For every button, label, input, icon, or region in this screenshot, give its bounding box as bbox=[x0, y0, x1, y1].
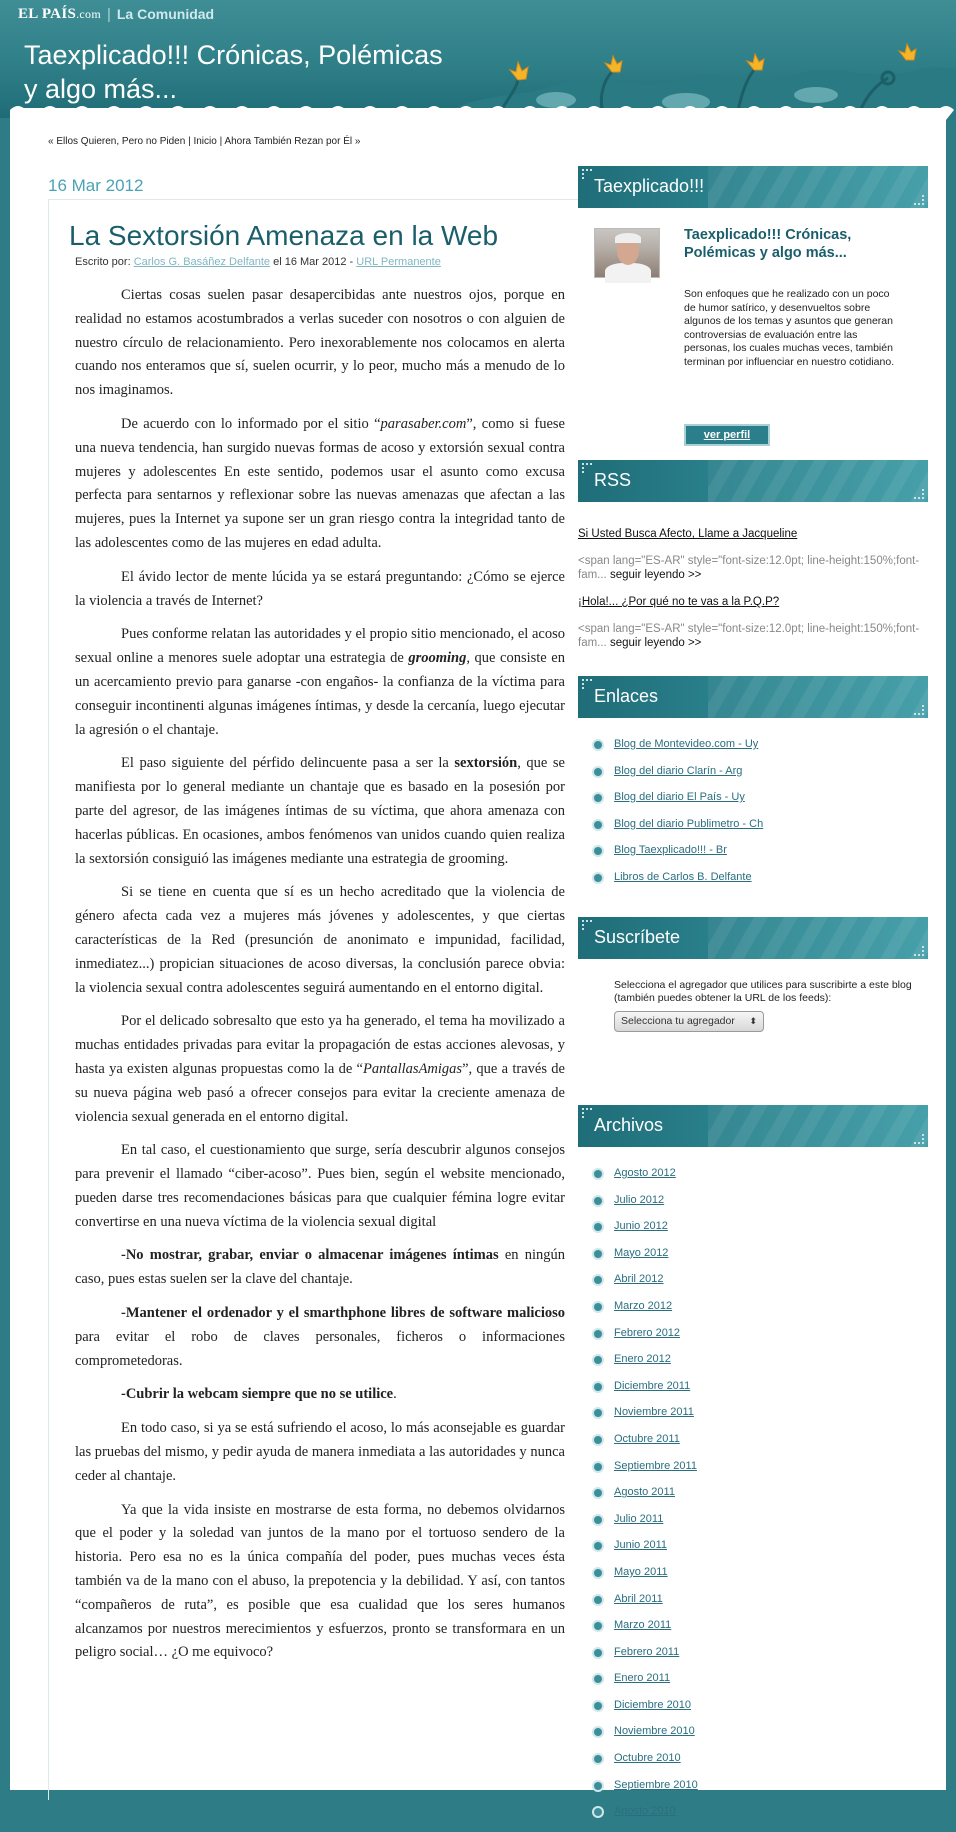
rss-widget-title: RSS bbox=[578, 460, 928, 502]
list-item bbox=[594, 1406, 928, 1433]
archive-link[interactable]: Octubre 2010 bbox=[614, 1752, 681, 1765]
archive-link[interactable]: Enero 2011 bbox=[614, 1672, 671, 1685]
archive-link[interactable]: Mayo 2012 bbox=[614, 1246, 669, 1259]
paragraph: El ávido lector de mente lúcida ya se estará preguntando: ¿Cómo se ejerce la violencia a través de Internet? bbox=[75, 568, 565, 609]
subscribe-widget bbox=[578, 959, 928, 1105]
list-item bbox=[594, 1619, 928, 1646]
paragraph: El paso siguiente del pérfido delincuente pasa a ser la sextorsión, que se manifiesta por lo general mediante un chantaje que es basado en la posesión por parte del agresor, de las imágenes íntimas de su víctima, que ahora amenaza con hacerlas públicas. En ocasiones, ambos fenómenos van unidos cuando quien realiza la sextorsión consiguió las imágenes mediante una estrategia de grooming. bbox=[75, 755, 565, 867]
page-content bbox=[10, 108, 946, 1818]
elpais-logo[interactable]: EL PAÍS.com bbox=[18, 5, 101, 22]
archive-link[interactable]: Enero 2012 bbox=[614, 1353, 671, 1366]
paragraph: En todo caso, si ya se está sufriendo el acoso, lo más aconsejable es guardar las pruebas del mismo, y pedir ayuda de manera inmediata a las autoridades y nunca ceder al chantaje. bbox=[75, 1420, 565, 1484]
list-item bbox=[594, 1327, 928, 1354]
post bbox=[48, 200, 578, 1800]
list-item bbox=[594, 1247, 928, 1274]
archive-link[interactable]: Abril 2012 bbox=[614, 1273, 664, 1286]
archive-link[interactable]: Agosto 2010 bbox=[614, 1805, 676, 1818]
archive-link[interactable]: Diciembre 2011 bbox=[614, 1379, 691, 1392]
rss-item-snippet: <span lang="ES-AR" style="font-size:12.0pt; line-height:150%;font-fam... seguir leyendo >> bbox=[578, 623, 920, 649]
subscribe-widget-title: Suscríbete bbox=[578, 917, 928, 959]
list-item bbox=[594, 765, 928, 792]
list-item bbox=[594, 1752, 928, 1779]
paragraph: Pues conforme relatan las autoridades y el propio sitio mencionado, el acoso sexual online a menores suele adoptar una estrategia de grooming, que consiste en un acercamiento previo para ganarse -con engaños- la confianza de la víctima para conseguir incontinenti algunas imágenes íntimas, y desde la cercanía, luego ejecutar la agresión o el chantaje. bbox=[75, 626, 565, 738]
archives-widget-title: Archivos bbox=[578, 1105, 928, 1147]
list-item bbox=[594, 1566, 928, 1593]
profile-widget bbox=[578, 208, 928, 460]
link-item[interactable]: Libros de Carlos B. Delfante bbox=[614, 870, 752, 883]
list-item bbox=[594, 1725, 928, 1752]
link-item[interactable]: Blog del diario Publimetro - Ch bbox=[614, 817, 764, 830]
list-item bbox=[594, 1593, 928, 1620]
list-item bbox=[594, 1220, 928, 1247]
list-item bbox=[594, 1353, 928, 1380]
paragraph: De acuerdo con lo informado por el sitio “parasaber.com”, como si fuese una nueva tendencia, han surgido nuevas formas de acoso y extorsión sexual contra mujeres y adolescentes En este sentido, podemos usar el asunto como excusa perfecta para sentarnos y reflexionar sobre las nuevas amenazas que afectan a las mujeres, pues la Internet ya supone ser un gran riesgo contra la integridad tanto de las adolescentes como de las mujeres en edad adulta. bbox=[75, 415, 565, 551]
read-more-link[interactable]: seguir leyendo >> bbox=[609, 569, 702, 581]
list-item bbox=[594, 818, 928, 845]
list-item bbox=[594, 1672, 928, 1699]
rss-widget bbox=[578, 502, 928, 676]
list-item bbox=[594, 1805, 928, 1832]
post-date-header: 16 Mar 2012 bbox=[48, 176, 578, 200]
archive-link[interactable]: Septiembre 2010 bbox=[614, 1778, 698, 1791]
list-item bbox=[594, 1300, 928, 1327]
author-link[interactable]: Carlos G. Basáñez Delfante bbox=[133, 256, 271, 268]
paragraph: En tal caso, el cuestionamiento que surge, sería descubrir algunos consejos para prevenir el llamado “ciber-acoso”. Pues bien, según el website mencionado, pueden darse tres recomendaciones básicas para que cualquier fémina logre evitar convertirse en una nueva víctima de la violencia sexual digital bbox=[75, 1142, 565, 1230]
archive-link[interactable]: Marzo 2012 bbox=[614, 1299, 673, 1312]
archive-link[interactable]: Mayo 2011 bbox=[614, 1565, 668, 1578]
paragraph: -Mantener el ordenador y el smarthphone libres de software malicioso para evitar el robo de claves personales, ficheros o informaciones comprometedoras. bbox=[75, 1305, 565, 1369]
list-item bbox=[594, 791, 928, 818]
list-item bbox=[594, 1194, 928, 1221]
header-separator: | bbox=[106, 5, 111, 23]
link-item[interactable]: Blog del diario El País - Uy bbox=[614, 791, 745, 803]
list-item bbox=[594, 1167, 928, 1194]
paragraph: Si se tiene en cuenta que sí es un hecho acreditado que la violencia de género afecta cada vez a mujeres más jóvenes y adolescentes, y que ciertas características de la Red (presunción de anonimato e impunidad, facilidad, inmediatez...) propician situaciones de acoso diversas, la conclusión parece obvia: la violencia sexual contra adolescentes seguirá aumentando en el entorno digital. bbox=[75, 884, 565, 996]
top-bar bbox=[18, 4, 214, 24]
archive-link[interactable]: Junio 2011 bbox=[614, 1539, 668, 1552]
list-item bbox=[594, 1779, 928, 1806]
list-item bbox=[594, 844, 928, 871]
list-item bbox=[594, 871, 928, 898]
rss-item-title[interactable]: ¡Hola!... ¿Por qué no te vas a la P.Q.P? bbox=[578, 596, 780, 608]
archive-link[interactable]: Julio 2011 bbox=[614, 1512, 664, 1525]
archive-link[interactable]: Febrero 2011 bbox=[614, 1645, 680, 1658]
links-list bbox=[578, 718, 928, 917]
archive-link[interactable]: Marzo 2011 bbox=[614, 1619, 672, 1632]
link-item[interactable]: Blog del diario Clarín - Arg bbox=[614, 764, 743, 777]
archive-link[interactable]: Diciembre 2010 bbox=[614, 1698, 692, 1711]
avatar[interactable] bbox=[594, 228, 660, 278]
list-item bbox=[594, 1486, 928, 1513]
aggregator-select[interactable]: Selecciona tu agregador ⬍ bbox=[614, 1011, 764, 1032]
chevron-updown-icon: ⬍ bbox=[749, 1016, 757, 1026]
profile-widget-title: Taexplicado!!! bbox=[578, 166, 928, 208]
rss-item-snippet: <span lang="ES-AR" style="font-size:12.0pt; line-height:150%;font-fam... seguir leyendo >> bbox=[578, 555, 920, 581]
permalink[interactable]: URL Permanente bbox=[356, 256, 441, 268]
paragraph: -Cubrir la webcam siempre que no se utilice. bbox=[121, 1386, 397, 1403]
archives-list bbox=[578, 1147, 928, 1832]
paragraph: Por el delicado sobresalto que esto ya ha generado, el tema ha movilizado a muchas entidades privadas para evitar la propagación de estas acciones alevosas, y hasta ya existen algunas propuestas como la de “PantallasAmigas”, que a través de su nueva página web pasó a ofrecer consejos para evitar la creciente amenaza de violencia sexual generada en el entorno digital. bbox=[75, 1013, 565, 1125]
community-link[interactable]: La Comunidad bbox=[116, 6, 215, 22]
post-body bbox=[75, 284, 565, 1675]
list-item bbox=[594, 1273, 928, 1300]
archive-link[interactable]: Febrero 2012 bbox=[614, 1326, 681, 1339]
paragraph: -No mostrar, grabar, enviar o almacenar imágenes íntimas en ningún caso, pues estas suelen ser la clave del chantaje. bbox=[75, 1247, 565, 1288]
list-item bbox=[594, 1699, 928, 1726]
sidebar bbox=[578, 166, 928, 1832]
archive-link[interactable]: Septiembre 2011 bbox=[614, 1459, 697, 1472]
list-item bbox=[594, 1433, 928, 1460]
archive-link[interactable]: Agosto 2011 bbox=[614, 1486, 675, 1499]
subscribe-text: Selecciona el agregador que utilices para suscribirte a este blog (también puedes obtener la URL de los feeds): bbox=[614, 979, 912, 1004]
paragraph: Ya que la vida insiste en mostrarse de esta forma, no debemos olvidarnos que el poder y la soledad van juntos de la mano por el tortuoso sendero de la historia. Pero esa no es la única compañía del poder, pues muchas veces ésta también va de la mano con el abuso, la prepotencia y la debilidad. Y así, con tantos “compañeros de ruta”, es posible que esa cualidad que los seres humanos alcanzamos por nuestros merecimientos y esfuerzos, pronto se transformara en un peligro social… ¿O me equivoco? bbox=[75, 1501, 565, 1661]
paragraph: Ciertas cosas suelen pasar desapercibidas ante nuestros ojos, porque en realidad no estamos acostumbrados a verlas suceder con nosotros o con alguien de nuestro círculo de relacionamiento. Pero inexorablemente nos colocamos en alerta cuando nos enteramos que sí, suelen ocurrir, y lo peor, mucho más a menudo de lo nos imaginamos. bbox=[75, 287, 565, 399]
home-link[interactable]: Inicio bbox=[193, 136, 217, 147]
view-profile-button[interactable]: ver perfil bbox=[684, 424, 770, 446]
link-item[interactable]: Blog de Montevideo.com - Uy bbox=[614, 738, 759, 750]
list-item bbox=[594, 1539, 928, 1566]
prev-post-link[interactable]: « Ellos Quieren, Pero no Piden bbox=[48, 136, 186, 147]
list-item bbox=[594, 1460, 928, 1487]
post-navigation: « Ellos Quieren, Pero no Piden | Inicio | Ahora También Rezan por Él » bbox=[48, 136, 361, 147]
link-item[interactable]: Blog Taexplicado!!! - Br bbox=[614, 844, 727, 856]
list-item bbox=[594, 738, 928, 765]
list-item bbox=[594, 1513, 928, 1540]
archive-link[interactable]: Noviembre 2010 bbox=[614, 1725, 695, 1738]
rss-item-title[interactable]: Si Usted Busca Afecto, Llame a Jacqueline bbox=[578, 528, 798, 540]
wave-edge bbox=[10, 98, 946, 120]
blog-title[interactable]: Taexplicado!!! Crónicas, Polémicas y algo más... bbox=[24, 40, 443, 104]
post-byline: Escrito por: Carlos G. Basáñez Delfante el 16 Mar 2012 - URL Permanente bbox=[75, 256, 441, 268]
archive-link[interactable]: Junio 2012 bbox=[614, 1220, 668, 1233]
list-item bbox=[594, 1380, 928, 1407]
archive-link[interactable]: Octubre 2011 bbox=[614, 1432, 680, 1445]
next-post-link[interactable]: Ahora También Rezan por Él » bbox=[224, 136, 361, 147]
archive-link[interactable]: Noviembre 2011 bbox=[614, 1406, 694, 1419]
links-widget-title: Enlaces bbox=[578, 676, 928, 718]
post-title[interactable]: La Sextorsión Amenaza en la Web bbox=[69, 220, 499, 251]
read-more-link[interactable]: seguir leyendo >> bbox=[609, 637, 702, 649]
archive-link[interactable]: Agosto 2012 bbox=[614, 1167, 676, 1179]
archive-link[interactable]: Abril 2011 bbox=[614, 1592, 663, 1605]
archive-link[interactable]: Julio 2012 bbox=[614, 1193, 665, 1206]
list-item bbox=[594, 1646, 928, 1673]
profile-title[interactable]: Taexplicado!!! Crónicas, Polémicas y algo más... bbox=[684, 227, 852, 261]
profile-description: Son enfoques que he realizado con un poco de humor satírico, y desenvueltos sobre algunos de los temas y asuntos que generan controversias de evaluación entre las personas, los cuales muchas veces, también terminan por influenciar en nuestro cotidiano. bbox=[684, 288, 895, 368]
